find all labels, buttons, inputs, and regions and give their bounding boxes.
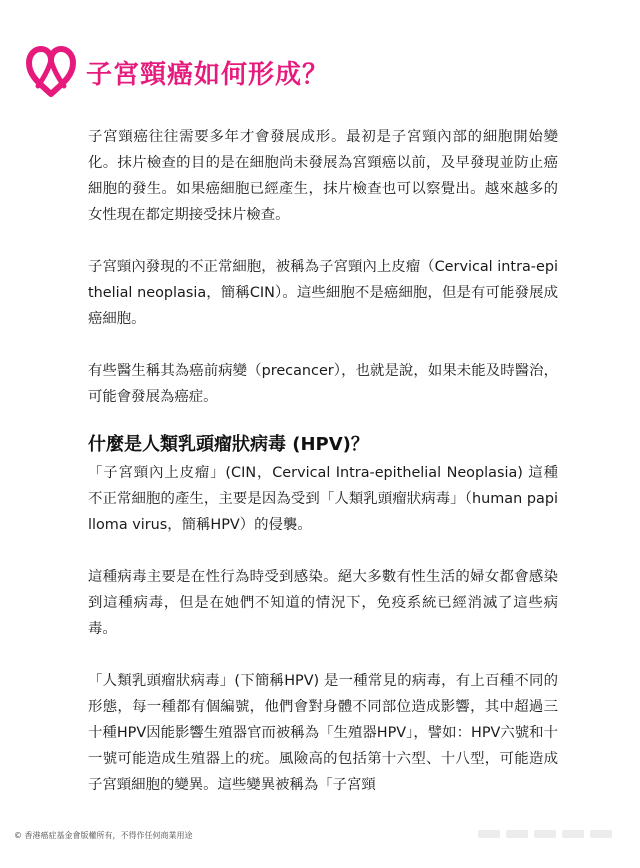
paragraph-hpv-infection: 這種病毒主要是在性行為時受到感染。絕大多數有性生活的婦女都會感染到這種病毒，但是在她們不知道的情況下，免疫系統已經消滅了這些病毒。 (88, 569, 558, 637)
section-heading-hpv: 什麼是人類乳頭瘤狀病毒 (HPV)？ (88, 434, 369, 455)
page-title: 子宮頸癌如何形成？ (86, 59, 330, 90)
article-body (88, 124, 558, 824)
paragraph-formation: 子宮頸癌往往需要多年才會發展成形。最初是子宮頸內部的細胞開始變化。抹片檢查的目的是在細胞尚未發展為宮頸癌以前，及早發現並防止癌細胞的發生。如果癌細胞已經產生，抹片檢查也可以察覺出。越來越多的女性現在都定期接受抹片檢查。 (88, 129, 558, 223)
paragraph-cin: 子宮頸內發現的不正常細胞，被稱為子宮頸內上皮瘤（Cervical intra-epithelial neoplasia，簡稱CIN）。這些細胞不是癌細胞，但是有可能發展成癌細胞。 (88, 259, 558, 327)
watermark-graphic (478, 826, 618, 842)
paragraph-hpv-types: 「人類乳頭瘤狀病毒」(下簡稱HPV) 是一種常見的病毒，有上百種不同的形態，每一種都有個編號，他們會對身體不同部位造成影響，其中超過三十種HPV因能影響生殖器官而被稱為「生殖器HPV」，譬如：HPV六號和十一號可能造成生殖器上的疣。風險高的包括第十六型、十八型，可能造成子宮頸細胞的變異。這些變異被稱為「子宮頸 (88, 673, 558, 793)
header (26, 46, 329, 98)
copyright-footer: © 香港癌症基金會版權所有，不得作任何商業用途 (14, 831, 193, 840)
paragraph-precancer: 有些醫生稱其為癌前病變（precancer），也就是說，如果未能及時醫治，可能會發展為癌症。 (88, 363, 558, 405)
paragraph-hpv-intro: 「子宮頸內上皮瘤」(CIN，Cervical Intra-epithelial Neoplasia) 這種不正常細胞的產生，主要是因為受到「人類乳頭瘤狀病毒」（human papilloma virus，簡稱HPV）的侵襲。 (88, 465, 558, 533)
pink-ribbon-heart-icon (26, 46, 76, 98)
